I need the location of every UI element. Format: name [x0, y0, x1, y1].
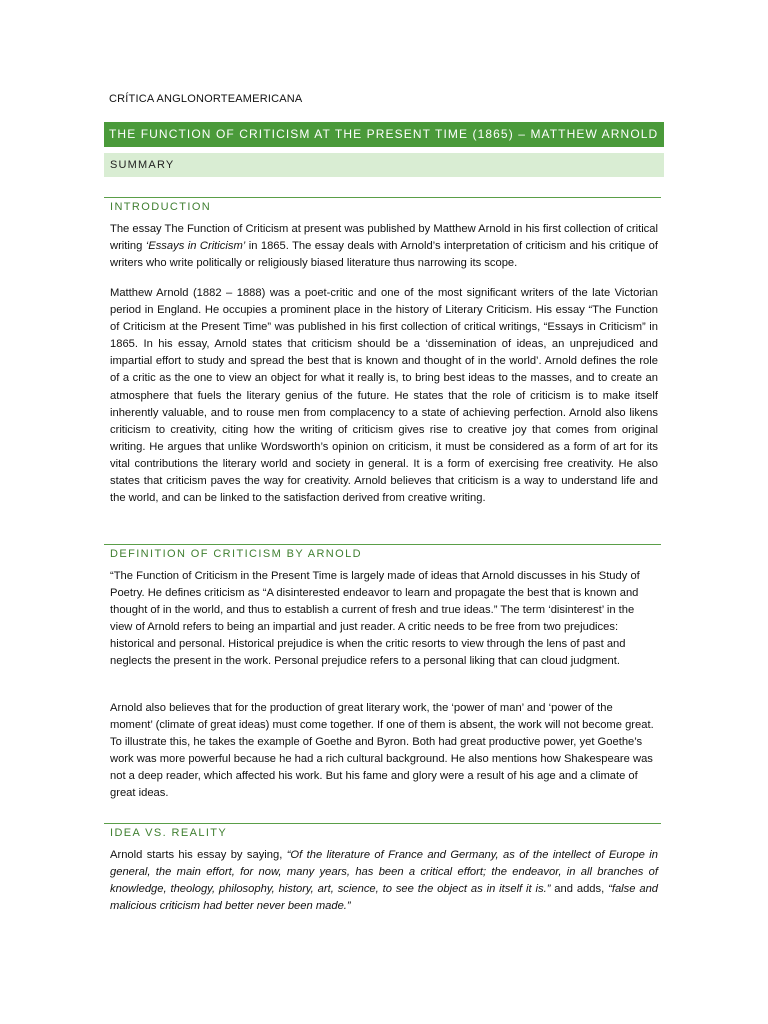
idea-reality-paragraph-1: [110, 847, 658, 915]
italic-title: ‘Essays in Criticism’: [145, 240, 246, 253]
italic-quote: “Of the literature of France and Germany, as of the intellect of Europe in general, the main effort, for now, many years, has been a critical effort; the endeavor, in all branches of knowledge, theology, philosophy, history, art, science, to see the object as in itself it is.”: [110, 849, 658, 896]
definition-paragraph-2: Arnold also believes that for the production of great literary work, the ‘power of man’ and ‘power of the moment’ (climate of great ideas) must come together. If one of them is absent, the work will not become great. To illustrate this, he takes the example of Goethe and Byron. Both had great productive power, yet Goethe’s work was more powerful because he had a rich cultural background. He also mentions how Shakespeare was not a deep reader, which affected his work. But his fame and glory were a result of his age and a climate of great ideas.: [110, 702, 654, 800]
section-heading-definition: DEFINITION OF CRITICISM BY ARNOLD: [104, 544, 661, 560]
italic-quote: “false and malicious criticism had better never been made.”: [110, 883, 659, 913]
text-run: Arnold starts his essay by saying,: [110, 849, 287, 861]
summary-label: SUMMARY: [104, 153, 664, 177]
definition-paragraph-1: “The Function of Criticism in the Present Time is largely made of ideas that Arnold discusses in his Study of Poetry. He defines criticism as “A disinterested endeavor to learn and propagate the best that is known and thought of in the world, and thus to establish a current of fresh and true ideas.” The term ‘disinterest’ in the view of Arnold refers to being an impartial and just reader. A critic needs to be free from two prejudices: historical and personal. Historical prejudice is when the critic resorts to view through the lens of past and neglects the present in the work. Personal prejudice refers to a personal liking that can cloud judgment.: [110, 570, 640, 668]
document-title: THE FUNCTION OF CRITICISM AT THE PRESENT TIME (1865) – MATTHEW ARNOLD: [104, 122, 664, 147]
text-run: in 1865. The essay deals with Arnold’s interpretation of criticism and his critique of writers who write politically or religiously biased literature thus narrowing its scope.: [110, 240, 658, 270]
introduction-paragraph-1: [110, 221, 658, 272]
introduction-paragraph-2: Matthew Arnold (1882 – 1888) was a poet-critic and one of the most significant writers of the late Victorian period in England. He occupies a prominent place in the history of Literary Criticism. His essay “The Function of Criticism at the Present Time” was published in his first collection of critical writings, “Essays in Criticism” in 1865. In his essay, Arnold states that criticism should be a ‘dissemination of ideas, an unprejudiced and impartial effort to study and spread the best that is known and thought of in the world’. Arnold defines the role of a critic as the one to view an object for what it really is, to bring best ideas to the masses, and to create an atmosphere that fuels the literary genius of the future. He states that the role of criticism is to make itself inherently valuable, and to rouse men from complacency to a state of achieving perfection. Arnold also likens criticism to creativity, citing how the writing of criticism gives rise to creative joy that comes from original writing. He argues that unlike Wordsworth’s opinion on criticism, it must be considered as a form of art for its vital contributions the literary world and society in general. It is a form of exercising free creativity. He also states that criticism paves the way for creativity. Arnold believes that criticism is a way to understand life and the world, and can be linked to the satisfaction derived from creative writing.: [110, 287, 658, 505]
section-heading-idea-vs-reality: IDEA VS. REALITY: [104, 823, 661, 839]
text-run: The essay The Function of Criticism at present was published by Matthew Arnold in his first collection of critical writing: [110, 223, 658, 253]
text-run: and adds,: [550, 883, 609, 896]
section-heading-introduction: INTRODUCTION: [104, 197, 661, 213]
document-header: CRÍTICA ANGLONORTEAMERICANA: [109, 93, 303, 105]
